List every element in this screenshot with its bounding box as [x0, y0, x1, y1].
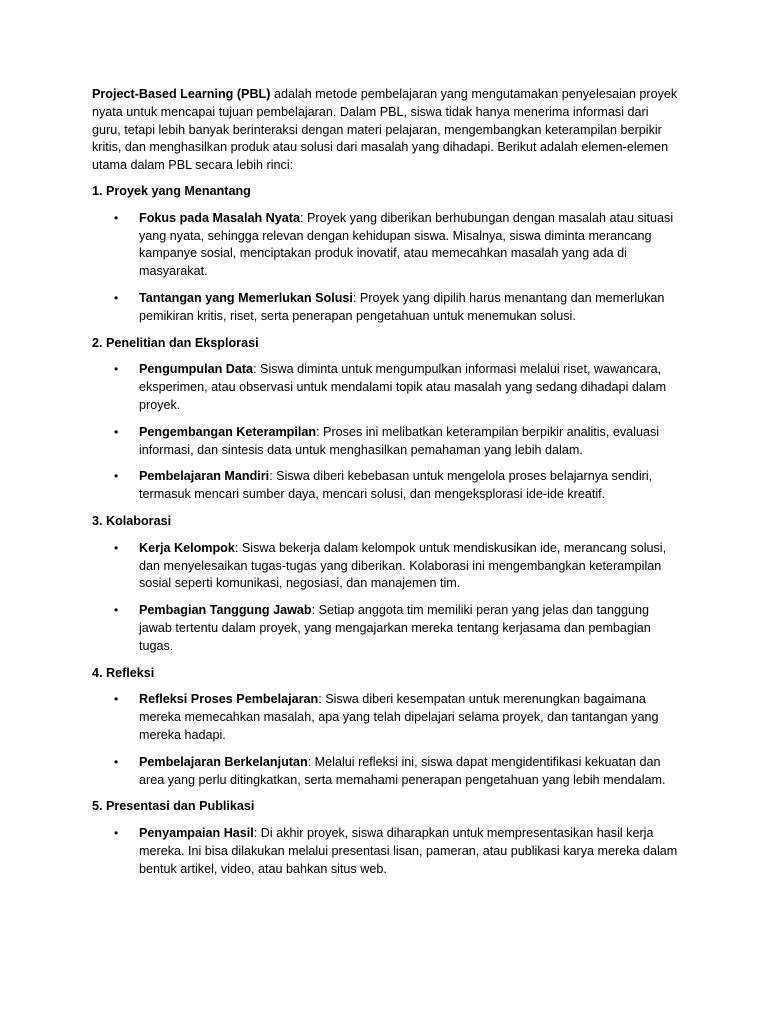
item-term: Kerja Kelompok: [139, 540, 235, 555]
bullet-icon: •: [114, 290, 119, 305]
item-term: Pembelajaran Mandiri: [139, 469, 270, 484]
item-term: Pengembangan Keterampilan: [139, 424, 317, 439]
section-title: 5. Presentasi dan Publikasi: [92, 799, 255, 814]
item-term: Refleksi Proses Pembelajaran: [139, 692, 319, 707]
list-item: [92, 540, 680, 593]
section-reflection: [92, 665, 680, 790]
section-title: 3. Kolaborasi: [92, 513, 172, 528]
bullet-list: [92, 210, 680, 326]
list-item: [92, 602, 680, 655]
item-text: : Siswa diminta untuk mengumpulkan informasi melalui riset, wawancara, eksperimen, atau observasi untuk mendalami topik atau masalah yang sedang dihadapi dalam proyek.: [139, 362, 667, 412]
bullet-list: [92, 540, 680, 656]
bullet-list: [92, 691, 680, 789]
bullet-icon: •: [114, 754, 119, 769]
bullet-icon: •: [114, 469, 119, 484]
item-text: : Proyek yang dipilih harus menantang dan memerlukan pemikiran kritis, riset, serta penerapan pengetahuan untuk menemukan solusi.: [139, 290, 665, 323]
item-text: : Proyek yang diberikan berhubungan dengan masalah atau situasi yang nyata, sehingga relevan dengan kehidupan siswa. Misalnya, siswa diminta merancang kampanye sosial, menciptakan produk inovatif, atau memecahkan masalah yang ada di masyarakat.: [139, 210, 674, 279]
intro-text: adalah metode pembelajaran yang mengutamakan penyelesaian proyek nyata untuk mencapai tujuan pembelajaran. Dalam PBL, siswa tidak hanya menerima informasi dari guru, tetapi lebih banyak berinteraksi dengan materi pelajaran, mengembangkan keterampilan berpikir kritis, dan menghasilkan produk atau solusi dari masalah yang dihadapi. Berikut adalah elemen-elemen utama dalam PBL secara lebih rinci:: [92, 87, 678, 173]
item-text: : Melalui refleksi ini, siswa dapat mengidentifikasi kekuatan dan area yang perlu ditingkatkan, serta memahami penerapan pengetahuan yang lebih mendalam.: [139, 754, 666, 787]
list-item: [92, 361, 680, 414]
item-text: : Proses ini melibatkan keterampilan berpikir analitis, evaluasi informasi, dan sintesis data untuk menghasilkan pemahaman yang lebih dalam.: [139, 424, 660, 457]
section-title: 4. Refleksi: [92, 665, 155, 680]
item-text: : Setiap anggota tim memiliki peran yang jelas dan tanggung jawab tertentu dalam proyek, yang mengajarkan mereka tentang kerjasama dan pembagian tugas.: [139, 603, 651, 653]
list-item: [92, 691, 680, 744]
item-term: Fokus pada Masalah Nyata: [139, 210, 300, 225]
bullet-list: [92, 825, 680, 878]
bullet-list: [92, 361, 680, 504]
list-item: [92, 468, 680, 504]
intro-lead: Project-Based Learning (PBL): [92, 87, 271, 101]
item-text: : Siswa bekerja dalam kelompok untuk mendiskusikan ide, merancang solusi, dan menyelesaikan tugas-tugas yang diberikan. Kolaborasi ini mengembangkan keterampilan sosial seperti komunikasi, negosiasi, dan manajemen tim.: [139, 540, 667, 591]
bullet-icon: •: [114, 603, 119, 618]
bullet-icon: •: [114, 826, 119, 841]
list-item: [92, 754, 680, 790]
list-item: [92, 290, 680, 326]
item-term: Penyampaian Hasil: [139, 826, 254, 841]
bullet-icon: •: [114, 210, 119, 225]
item-term: Pembelajaran Berkelanjutan: [139, 754, 308, 769]
list-item: [92, 825, 680, 878]
item-term: Pengumpulan Data: [139, 362, 254, 377]
bullet-icon: •: [114, 540, 119, 555]
section-presentation-publication: [92, 798, 680, 878]
section-research-exploration: [92, 335, 680, 504]
list-item: [92, 424, 680, 460]
bullet-icon: •: [114, 424, 119, 439]
section-challenging-project: [92, 183, 680, 326]
intro-paragraph: [92, 86, 680, 175]
list-item: [92, 210, 680, 281]
item-term: Pembagian Tanggung Jawab: [139, 603, 312, 618]
item-term: Tantangan yang Memerlukan Solusi: [139, 290, 353, 305]
bullet-icon: •: [114, 362, 119, 377]
section-collaboration: [92, 513, 680, 656]
bullet-icon: •: [114, 692, 119, 707]
item-text: : Siswa diberi kebebasan untuk mengelola proses belajarnya sendiri, termasuk mencari sumber daya, mencari solusi, dan mengeksplorasi ide-ide kreatif.: [139, 469, 653, 502]
section-title: 1. Proyek yang Menantang: [92, 183, 251, 198]
item-text: : Siswa diberi kesempatan untuk merenungkan bagaimana mereka memecahkan masalah, apa yang telah dipelajari selama proyek, dan tantangan yang mereka hadapi.: [139, 692, 659, 742]
section-title: 2. Penelitian dan Eksplorasi: [92, 335, 259, 350]
item-text: : Di akhir proyek, siswa diharapkan untuk mempresentasikan hasil kerja mereka. Ini bisa dilakukan melalui presentasi lisan, pameran, atau publikasi karya mereka dalam bentuk artikel, video, atau bahkan situs web.: [139, 826, 678, 876]
